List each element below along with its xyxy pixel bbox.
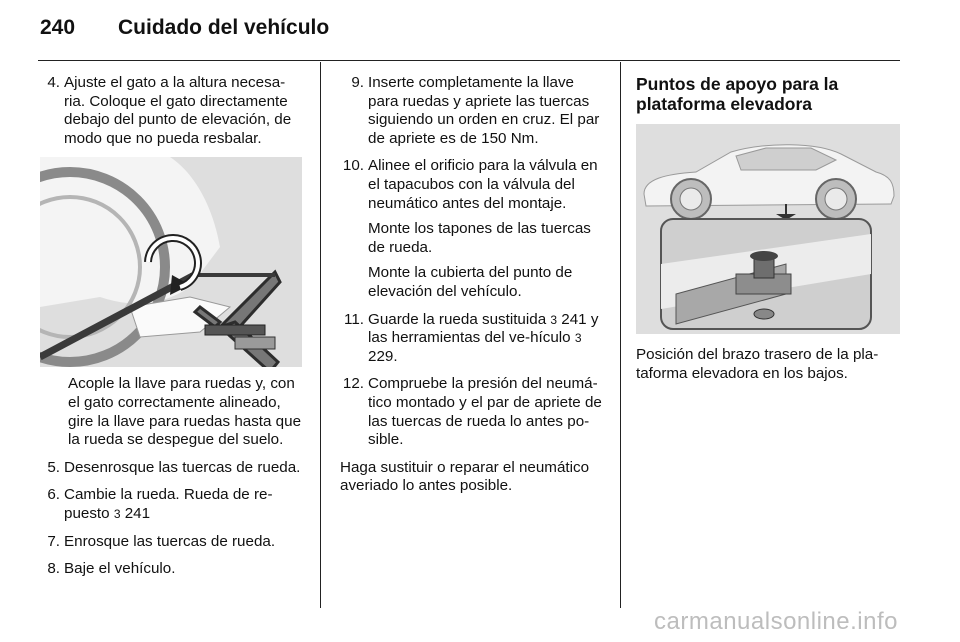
- step-text: Desenrosque las tuercas de rueda.: [64, 458, 301, 476]
- page-header: [40, 16, 329, 40]
- step-8: [40, 560, 302, 579]
- step-text: Alinee el orificio para la válvula en el tapacubos con la válvula del neumático antes del montaje.: [368, 157, 598, 212]
- sub-step-nut-caps: Monte los tapones de las tuercas de rueda.: [368, 220, 591, 256]
- lift-point-illustration: [636, 124, 900, 334]
- step-text: Baje el vehículo.: [64, 560, 176, 578]
- step-number: 9.: [351, 74, 364, 91]
- step-12: [340, 375, 604, 449]
- page-number: 240: [40, 16, 76, 39]
- step-text: Ajuste el gato a la altura necesa-ria. Coloque el gato directamente debajo del punto de elevación, de modo que no pueda resbalar.: [64, 74, 292, 147]
- step-5: [40, 459, 302, 478]
- column-2: [340, 74, 604, 505]
- page-reference[interactable]: 241 y las herramientas del ve-hículo: [368, 310, 599, 347]
- step-number: 8.: [47, 560, 60, 578]
- page-ref-arrow-icon: 3: [574, 331, 582, 346]
- step-number: 6.: [47, 486, 60, 504]
- step-number: 11.: [344, 310, 364, 328]
- sub-step-cover: Monte la cubierta del punto de elevación del vehículo.: [368, 264, 573, 300]
- figure-caption: Posición del brazo trasero de la pla-taforma elevadora en los bajos.: [636, 346, 879, 382]
- page-reference[interactable]: 229.: [368, 347, 398, 365]
- column-divider-2: [620, 62, 621, 608]
- page-title: Cuidado del vehículo: [118, 16, 330, 39]
- step-number: 4.: [47, 74, 60, 91]
- step-10: [340, 157, 604, 213]
- page-reference[interactable]: 241: [120, 504, 151, 522]
- column-1: [40, 74, 302, 588]
- figure-caption: Acople la llave para ruedas y, con el gato correctamente alineado, gire la llave para ruedas hasta que la rueda se despegue del suelo.: [68, 375, 302, 449]
- step-text: Compruebe la presión del neumá-tico montado y el par de apriete de las tuercas de rueda lo antes po-sible.: [368, 375, 602, 449]
- step-text: Guarde la rueda sustituida 3 241 y las herramientas del ve-hículo 3 229.: [368, 310, 599, 365]
- step-7: [40, 533, 302, 552]
- step-11: [340, 311, 604, 367]
- step-text: Enrosque las tuercas de rueda.: [64, 532, 276, 550]
- page-ref-arrow-icon: 3: [113, 506, 121, 521]
- page-ref-arrow-icon: 3: [550, 312, 558, 327]
- step-number: 10.: [342, 157, 364, 175]
- step-9: [340, 74, 604, 148]
- step-number: 7.: [47, 532, 60, 550]
- step-6: [40, 486, 302, 523]
- step-number: 5.: [47, 458, 60, 476]
- closing-note: Haga sustituir o reparar el neumático averiado lo antes posible.: [340, 458, 590, 495]
- jack-illustration: [40, 157, 302, 367]
- section-heading: Puntos de apoyo para la plataforma elevadora: [636, 74, 839, 114]
- header-rule: [38, 60, 900, 61]
- step-number: 12.: [342, 375, 364, 393]
- column-divider-1: [320, 62, 321, 608]
- step-4: [40, 74, 302, 148]
- column-3: [636, 74, 900, 392]
- step-text: Inserte completamente la llave para ruedas y apriete las tuercas siguiendo un orden en cruz. El par de apriete es de 150 Nm.: [368, 74, 600, 147]
- step-text: Cambie la rueda. Rueda de re-puesto 3 241: [64, 486, 273, 522]
- watermark: carmanualsonline.info: [654, 608, 898, 635]
